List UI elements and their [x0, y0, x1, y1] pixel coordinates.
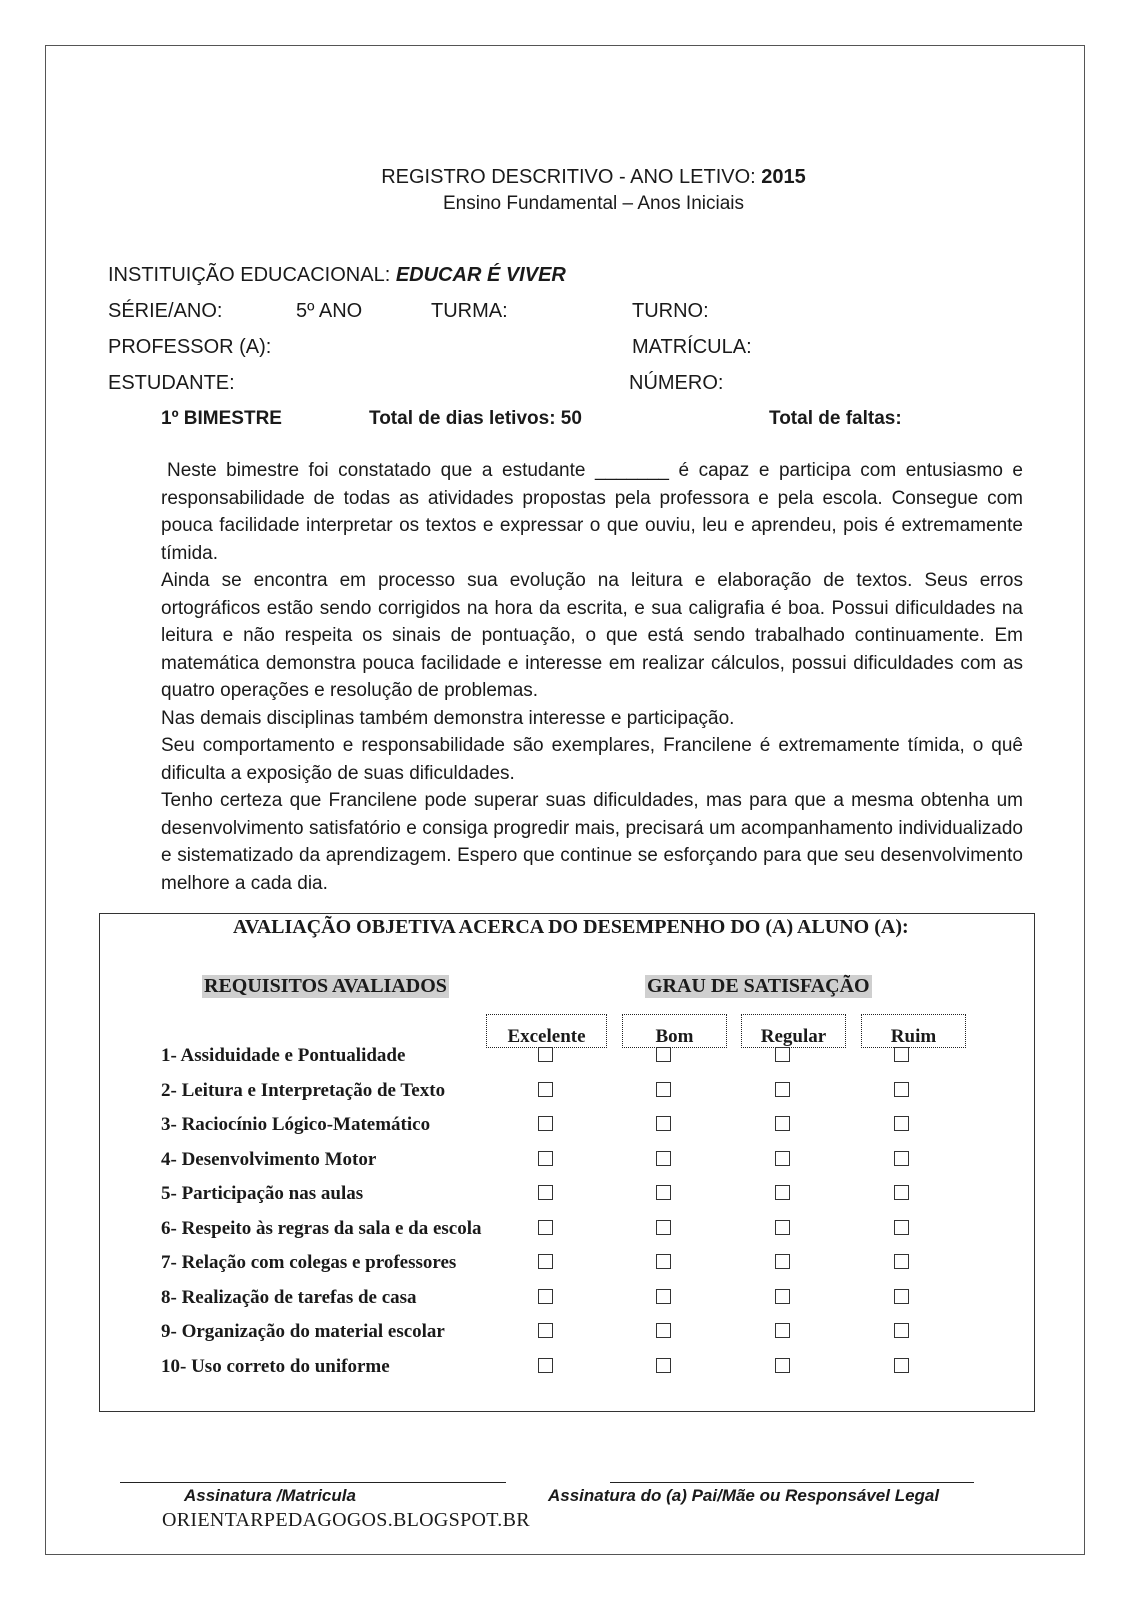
checkbox-excelente[interactable]: [538, 1047, 553, 1062]
checkbox-ruim[interactable]: [894, 1082, 909, 1097]
turma-label: TURMA:: [431, 300, 508, 322]
requisitos-header: REQUISITOS AVALIADOS: [204, 975, 447, 997]
checkbox-bom[interactable]: [656, 1082, 671, 1097]
grade-regular: Regular: [741, 1014, 846, 1048]
instituicao-row: [108, 264, 566, 287]
descriptive-text: [161, 457, 1023, 897]
checkbox-excelente[interactable]: [538, 1185, 553, 1200]
requirement-label: 5- Participação nas aulas: [161, 1183, 364, 1204]
checkbox-regular[interactable]: [775, 1047, 790, 1062]
signature-line-left: [120, 1482, 506, 1483]
checkbox-regular[interactable]: [775, 1185, 790, 1200]
serie-value: 5º ANO: [296, 300, 363, 322]
document-subtitle: Ensino Fundamental – Anos Iniciais: [442, 193, 744, 214]
requirement-label: 6- Respeito às regras da sala e da escola: [161, 1218, 482, 1239]
requirement-label: 3- Raciocínio Lógico-Matemático: [161, 1114, 431, 1135]
paragraph: Nas demais disciplinas também demonstra interesse e participação.: [161, 707, 735, 729]
checkbox-regular[interactable]: [775, 1358, 790, 1373]
signature-line-right: [610, 1482, 974, 1483]
checkbox-ruim[interactable]: [894, 1323, 909, 1338]
checkbox-bom[interactable]: [656, 1289, 671, 1304]
estudante-label: ESTUDANTE:: [108, 372, 235, 394]
checkbox-bom[interactable]: [656, 1116, 671, 1131]
checkbox-ruim[interactable]: [894, 1289, 909, 1304]
checkbox-regular[interactable]: [775, 1220, 790, 1235]
checkbox-excelente[interactable]: [538, 1116, 553, 1131]
signature-right-label: Assinatura do (a) Pai/Mãe ou Responsável Legal: [548, 1486, 940, 1505]
requirement-label: 2- Leitura e Interpretação de Texto: [161, 1080, 446, 1101]
total-faltas: Total de faltas:: [769, 408, 902, 429]
checkbox-excelente[interactable]: [538, 1151, 553, 1166]
checkbox-bom[interactable]: [656, 1323, 671, 1338]
checkbox-regular[interactable]: [775, 1151, 790, 1166]
checkbox-regular[interactable]: [775, 1082, 790, 1097]
document-title: [0, 166, 1131, 189]
requirement-label: 1- Assiduidade e Pontualidade: [161, 1045, 406, 1066]
paragraph: Tenho certeza que Francilene pode superar suas dificuldades, mas para que a mesma obtenha um desenvolvimento satisfatório e consiga progredir mais, precisará um acompanhamento individualizado e sistematizado da aprendizagem. Espero que continue se esforçando para que seu desenvolvimento melhore a cada dia.: [161, 790, 1023, 894]
blog-footer: ORIENTARPEDAGOGOS.BLOGSPOT.BR: [162, 1509, 530, 1531]
paragraph: Neste bimestre foi constatado que a estudante _______ é capaz e participa com entusiasmo e responsabilidade de todas as atividades propostas pela professora e pela escola. Consegue com pouca facilidade interpretar os textos e expressar o que ouviu, leu e aprendeu, pois é extremamente tímida.: [161, 460, 1023, 564]
requirement-label: 7- Relação com colegas e professores: [161, 1252, 457, 1273]
serie-label: SÉRIE/ANO:: [108, 300, 223, 322]
checkbox-bom[interactable]: [656, 1185, 671, 1200]
checkbox-ruim[interactable]: [894, 1358, 909, 1373]
checkbox-regular[interactable]: [775, 1289, 790, 1304]
title-text: REGISTRO DESCRITIVO - ANO LETIVO:: [381, 166, 756, 188]
turno-label: TURNO:: [632, 300, 709, 322]
checkbox-excelente[interactable]: [538, 1323, 553, 1338]
matricula-label: MATRÍCULA:: [632, 336, 752, 358]
bimestre-label: 1º BIMESTRE: [161, 408, 282, 429]
requirement-label: 10- Uso correto do uniforme: [161, 1356, 390, 1377]
grade-excelente: Excelente: [486, 1014, 607, 1048]
checkbox-excelente[interactable]: [538, 1082, 553, 1097]
checkbox-bom[interactable]: [656, 1151, 671, 1166]
paragraph: Seu comportamento e responsabilidade são exemplares, Francilene é extremamente tímida, o quê dificulta a exposição de suas dificuldades.: [161, 735, 1023, 784]
professor-label: PROFESSOR (A):: [108, 336, 272, 358]
checkbox-regular[interactable]: [775, 1116, 790, 1131]
checkbox-ruim[interactable]: [894, 1220, 909, 1235]
dias-letivos: Total de dias letivos: 50: [369, 408, 582, 429]
grade-ruim: Ruim: [861, 1014, 966, 1048]
checkbox-ruim[interactable]: [894, 1151, 909, 1166]
checkbox-ruim[interactable]: [894, 1254, 909, 1269]
requirement-label: 8- Realização de tarefas de casa: [161, 1287, 417, 1308]
requirement-label: 9- Organização do material escolar: [161, 1321, 445, 1342]
signature-left-label: Assinatura /Matricula: [184, 1486, 356, 1505]
checkbox-bom[interactable]: [656, 1358, 671, 1373]
title-year: 2015: [761, 166, 806, 188]
checkbox-regular[interactable]: [775, 1323, 790, 1338]
requirement-label: 4- Desenvolvimento Motor: [161, 1149, 377, 1170]
grau-header: GRAU DE SATISFAÇÃO: [647, 975, 870, 997]
checkbox-ruim[interactable]: [894, 1185, 909, 1200]
checkbox-excelente[interactable]: [538, 1254, 553, 1269]
instituicao-label: INSTITUIÇÃO EDUCACIONAL:: [108, 264, 391, 286]
checkbox-regular[interactable]: [775, 1254, 790, 1269]
checkbox-bom[interactable]: [656, 1047, 671, 1062]
numero-label: NÚMERO:: [629, 372, 724, 394]
checkbox-ruim[interactable]: [894, 1116, 909, 1131]
checkbox-excelente[interactable]: [538, 1220, 553, 1235]
checkbox-excelente[interactable]: [538, 1289, 553, 1304]
checkbox-bom[interactable]: [656, 1220, 671, 1235]
grade-bom: Bom: [622, 1014, 727, 1048]
paragraph: Ainda se encontra em processo sua evolução na leitura e elaboração de textos. Seus erros ortográficos estão sendo corrigidos na hora da escrita, e sua caligrafia é boa. Possui dificuldades na leitura e não respeita os sinais de pontuação, o que está sendo trabalhado continuamente. Em matemática demonstra pouca facilidade e interesse em realizar cálculos, possui dificuldades com as quatro operações e resolução de problemas.: [161, 570, 1023, 701]
evaluation-title: AVALIAÇÃO OBJETIVA ACERCA DO DESEMPENHO DO (A) ALUNO (A):: [233, 916, 909, 938]
checkbox-excelente[interactable]: [538, 1358, 553, 1373]
checkbox-ruim[interactable]: [894, 1047, 909, 1062]
checkbox-bom[interactable]: [656, 1254, 671, 1269]
instituicao-value: EDUCAR É VIVER: [395, 264, 566, 286]
